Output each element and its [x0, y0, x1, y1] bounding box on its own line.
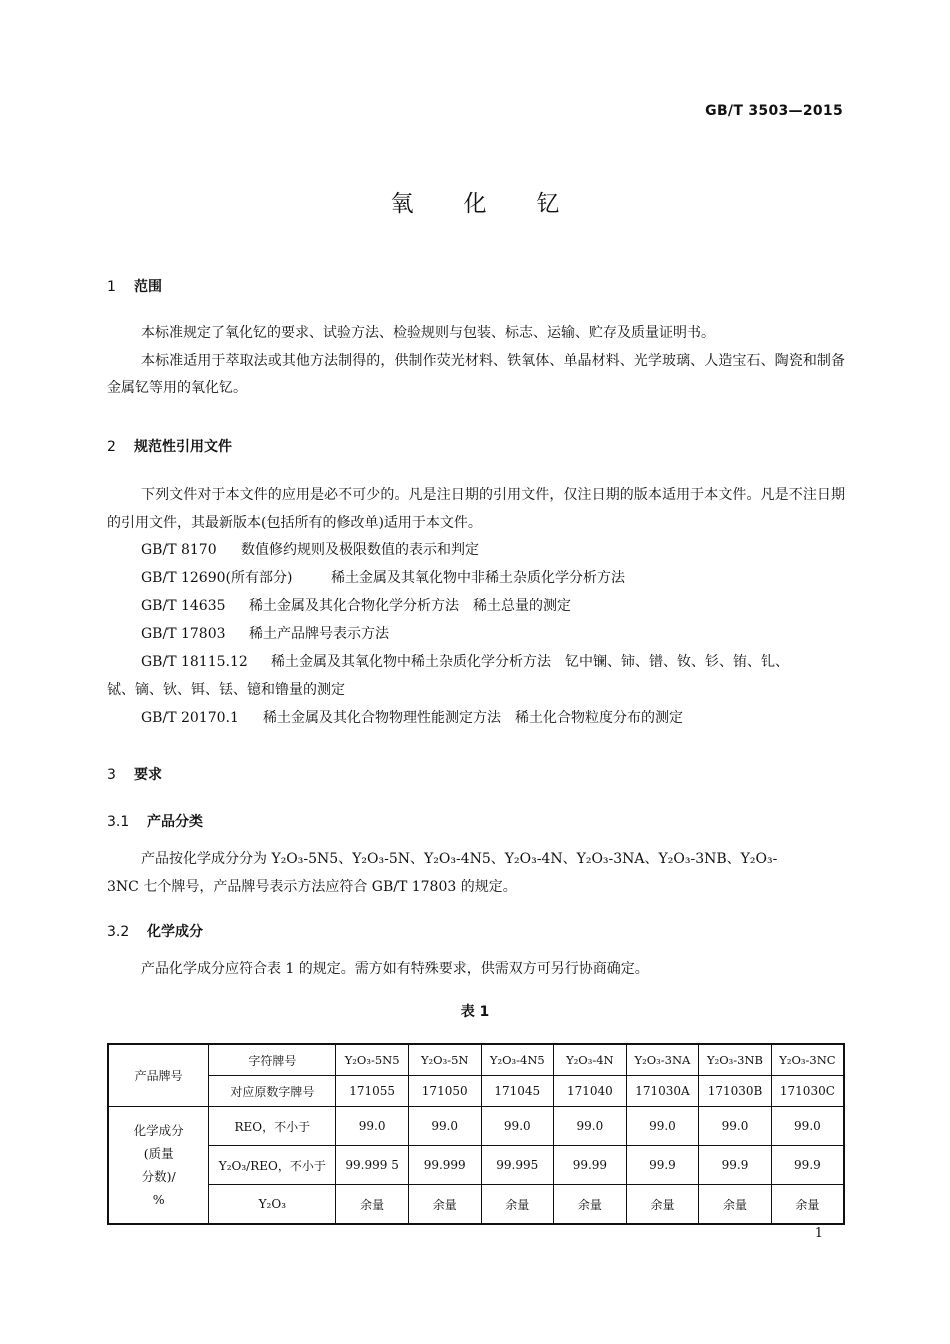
section-3-heading — [107, 764, 162, 784]
number-cell: 171050 — [408, 1076, 481, 1107]
value-cell: 余量 — [626, 1185, 699, 1225]
value-cell: 99.999 5 — [336, 1146, 409, 1185]
value-cell: 余量 — [699, 1185, 772, 1225]
table-row — [108, 1076, 844, 1107]
value-cell: 99.0 — [626, 1107, 699, 1146]
section-3-2-heading — [107, 921, 203, 941]
table-row — [108, 1107, 844, 1146]
component-label: Y₂O₃ — [209, 1185, 336, 1225]
reference-code: GB/T 17803 — [141, 626, 226, 642]
section-title: 要求 — [134, 767, 162, 783]
section-title: 化学成分 — [147, 924, 203, 940]
value-cell: 99.99 — [554, 1146, 627, 1185]
scope-paragraph-2: 本标准适用于萃取法或其他方法制得的，供制作荧光材料、铁氧体、单晶材料、光学玻璃、人造宝石、陶瓷和制备金属钇等用的氧化钇。 — [107, 352, 845, 396]
grade-cell: Y₂O₃-5N5 — [336, 1044, 409, 1076]
reference-code: GB/T 14635 — [141, 598, 226, 614]
scope-text — [107, 320, 845, 403]
section-title: 规范性引用文件 — [134, 439, 232, 455]
section-number: 3 — [107, 767, 116, 783]
reference-title: 稀土金属及其氧化物中非稀土杂质化学分析方法 — [331, 570, 625, 586]
grade-cell: Y₂O₃-4N5 — [481, 1044, 554, 1076]
value-cell: 余量 — [481, 1185, 554, 1225]
value-cell: 余量 — [336, 1185, 409, 1225]
value-cell: 99.0 — [336, 1107, 409, 1146]
chem-header-line: 化学成分 — [133, 1123, 184, 1138]
reference-item — [141, 649, 789, 677]
reference-title: 稀土金属及其化合物化学分析方法 稀土总量的测定 — [249, 598, 571, 614]
product-grade-header: 产品牌号 — [108, 1044, 209, 1107]
reference-code: GB/T 12690(所有部分) — [141, 570, 293, 586]
grade-cell: Y₂O₃-3NB — [699, 1044, 772, 1076]
value-cell: 99.995 — [481, 1146, 554, 1185]
reference-item — [141, 593, 571, 621]
section-1-heading — [107, 276, 162, 296]
table-row — [108, 1146, 844, 1185]
grade-cell: Y₂O₃-3NA — [626, 1044, 699, 1076]
reference-code: GB/T 18115.12 — [141, 654, 248, 670]
reference-code: GB/T 20170.1 — [141, 710, 239, 726]
document-title: 氧化钇 — [390, 191, 610, 217]
reference-item — [141, 705, 683, 733]
grade-cell: Y₂O₃-3NC — [771, 1044, 844, 1076]
section-2-heading — [107, 436, 232, 456]
classification-text — [107, 846, 845, 901]
number-cell: 171040 — [554, 1076, 627, 1107]
value-cell: 99.0 — [408, 1107, 481, 1146]
number-cell: 171030C — [771, 1076, 844, 1107]
symbol-grade-header: 字符牌号 — [209, 1044, 336, 1076]
value-cell: 余量 — [554, 1185, 627, 1225]
reference-item — [141, 537, 479, 565]
normative-intro — [107, 482, 845, 537]
chem-header-line: 分数)/ — [141, 1169, 176, 1184]
reference-title: 稀土金属及其氧化物中稀土杂质化学分析方法 钇中镧、铈、镨、钕、钐、铕、钆、 — [271, 654, 789, 670]
value-cell: 余量 — [771, 1185, 844, 1225]
reference-item — [141, 565, 625, 593]
classification-line-2: 3NC 七个牌号，产品牌号表示方法应符合 GB/T 17803 的规定。 — [107, 878, 517, 895]
value-cell: 99.9 — [771, 1146, 844, 1185]
section-number: 3.1 — [107, 814, 130, 830]
scope-paragraph-1: 本标准规定了氧化钇的要求、试验方法、检验规则与包装、标志、运输、贮存及质量证明书。 — [141, 325, 715, 341]
reference-code: GB/T 8170 — [141, 542, 217, 558]
section-3-1-heading — [107, 811, 203, 831]
number-cell: 171030A — [626, 1076, 699, 1107]
section-title: 范围 — [134, 279, 162, 295]
number-cell: 171045 — [481, 1076, 554, 1107]
composition-text — [107, 956, 845, 984]
grade-cell: Y₂O₃-5N — [408, 1044, 481, 1076]
reference-title: 数值修约规则及极限数值的表示和判定 — [241, 542, 479, 558]
value-cell: 99.0 — [554, 1107, 627, 1146]
component-label: REO，不小于 — [209, 1107, 336, 1146]
grade-cell: Y₂O₃-4N — [554, 1044, 627, 1076]
value-cell: 99.9 — [699, 1146, 772, 1185]
number-cell: 171055 — [336, 1076, 409, 1107]
value-cell: 99.0 — [699, 1107, 772, 1146]
reference-item — [141, 621, 389, 649]
table-row — [108, 1044, 844, 1076]
table-row — [108, 1185, 844, 1225]
value-cell: 99.9 — [626, 1146, 699, 1185]
chem-header-line: (质量 — [143, 1146, 174, 1161]
section-number: 3.2 — [107, 924, 130, 940]
number-cell: 171030B — [699, 1076, 772, 1107]
page-number: 1 — [814, 1226, 823, 1241]
section-number: 2 — [107, 439, 116, 455]
numeric-grade-header: 对应原数字牌号 — [209, 1076, 336, 1107]
normative-intro-paragraph: 下列文件对于本文件的应用是必不可少的。凡是注日期的引用文件，仅注日期的版本适用于本文件。凡是不注日期的引用文件，其最新版本(包括所有的修改单)适用于本文件。 — [107, 487, 845, 531]
section-title: 产品分类 — [147, 814, 203, 830]
chem-header-line: % — [152, 1192, 165, 1207]
component-label: Y₂O₃/REO，不小于 — [209, 1146, 336, 1185]
reference-title: 稀土金属及其化合物物理性能测定方法 稀土化合物粒度分布的测定 — [263, 710, 683, 726]
standard-code: GB/T 3503—2015 — [705, 103, 843, 119]
reference-continuation: 铽、镝、钬、铒、铥、镱和镥量的测定 — [107, 682, 345, 698]
chemical-composition-header — [108, 1107, 209, 1225]
composition-table — [107, 1043, 845, 1225]
composition-paragraph: 产品化学成分应符合表 1 的规定。需方如有特殊要求，供需双方可另行协商确定。 — [141, 961, 649, 977]
value-cell: 99.0 — [771, 1107, 844, 1146]
value-cell: 余量 — [408, 1185, 481, 1225]
value-cell: 99.999 — [408, 1146, 481, 1185]
section-number: 1 — [107, 279, 116, 295]
value-cell: 99.0 — [481, 1107, 554, 1146]
table-caption: 表 1 — [460, 1004, 490, 1020]
reference-title: 稀土产品牌号表示方法 — [249, 626, 389, 642]
classification-line-1: 产品按化学成分分为 Y₂O₃-5N5、Y₂O₃-5N、Y₂O₃-4N5、Y₂O₃-4N、Y₂O₃-3NA、Y₂O₃-3NB、Y₂O₃- — [141, 851, 778, 867]
